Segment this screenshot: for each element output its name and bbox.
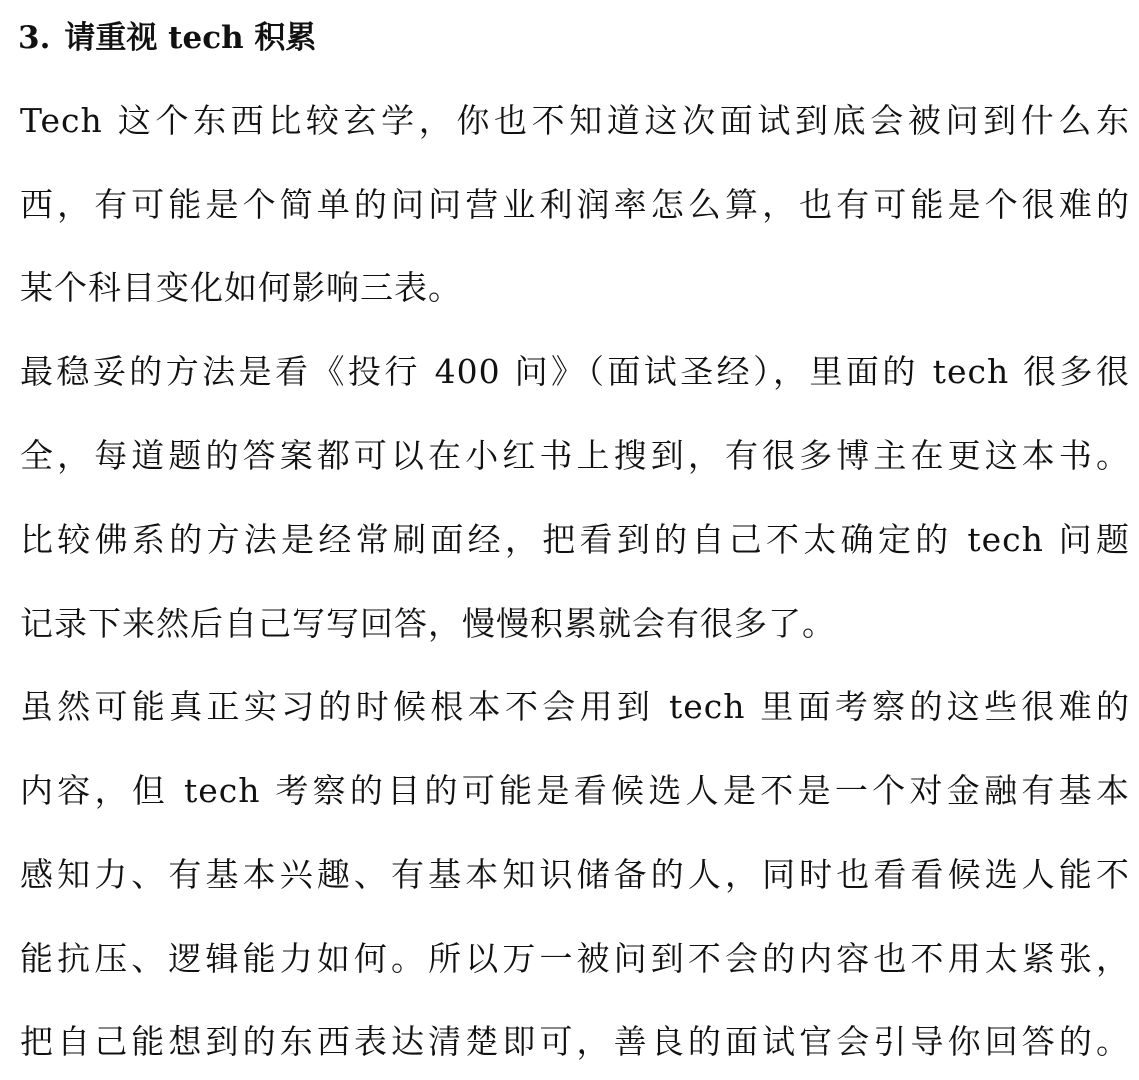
paragraph-4-line-3: 感知力、有基本兴趣、有基本知识储备的人，同时也看看候选人能不 [20, 855, 1130, 894]
section-number: 3. [18, 20, 51, 56]
paragraph-1-line-1: Tech 这个东西比较玄学，你也不知道这次面试到底会被问到什么东 [20, 101, 1130, 140]
paragraph-4-line-2: 内容，但 tech 考察的目的可能是看候选人是不是一个对金融有基本 [20, 771, 1130, 810]
paragraph-3-line-1: 比较佛系的方法是经常刷面经，把看到的自己不太确定的 tech 问题 [20, 520, 1130, 559]
paragraph-1-line-2: 西，有可能是个简单的问问营业利润率怎么算，也有可能是个很难的 [20, 185, 1130, 224]
paragraph-3-line-2: 记录下来然后自己写写回答，慢慢积累就会有很多了。 [20, 604, 836, 643]
paragraph-4-line-5: 把自己能想到的东西表达清楚即可，善良的面试官会引导你回答的。 [20, 1022, 1130, 1061]
section-title: 请重视 tech 积累 [64, 20, 317, 56]
paragraph-4-line-4: 能抗压、逻辑能力如何。所以万一被问到不会的内容也不用太紧张， [20, 939, 1130, 978]
paragraph-4-line-1: 虽然可能真正实习的时候根本不会用到 tech 里面考察的这些很难的 [20, 687, 1130, 726]
section-heading [18, 14, 316, 62]
paragraph-1-line-3: 某个科目变化如何影响三表。 [20, 268, 462, 307]
paragraph-2-line-1: 最稳妥的方法是看《投行 400 问》（面试圣经），里面的 tech 很多很 [20, 352, 1130, 391]
paragraph-2-line-2: 全，每道题的答案都可以在小红书上搜到，有很多博主在更这本书。 [20, 436, 1130, 475]
